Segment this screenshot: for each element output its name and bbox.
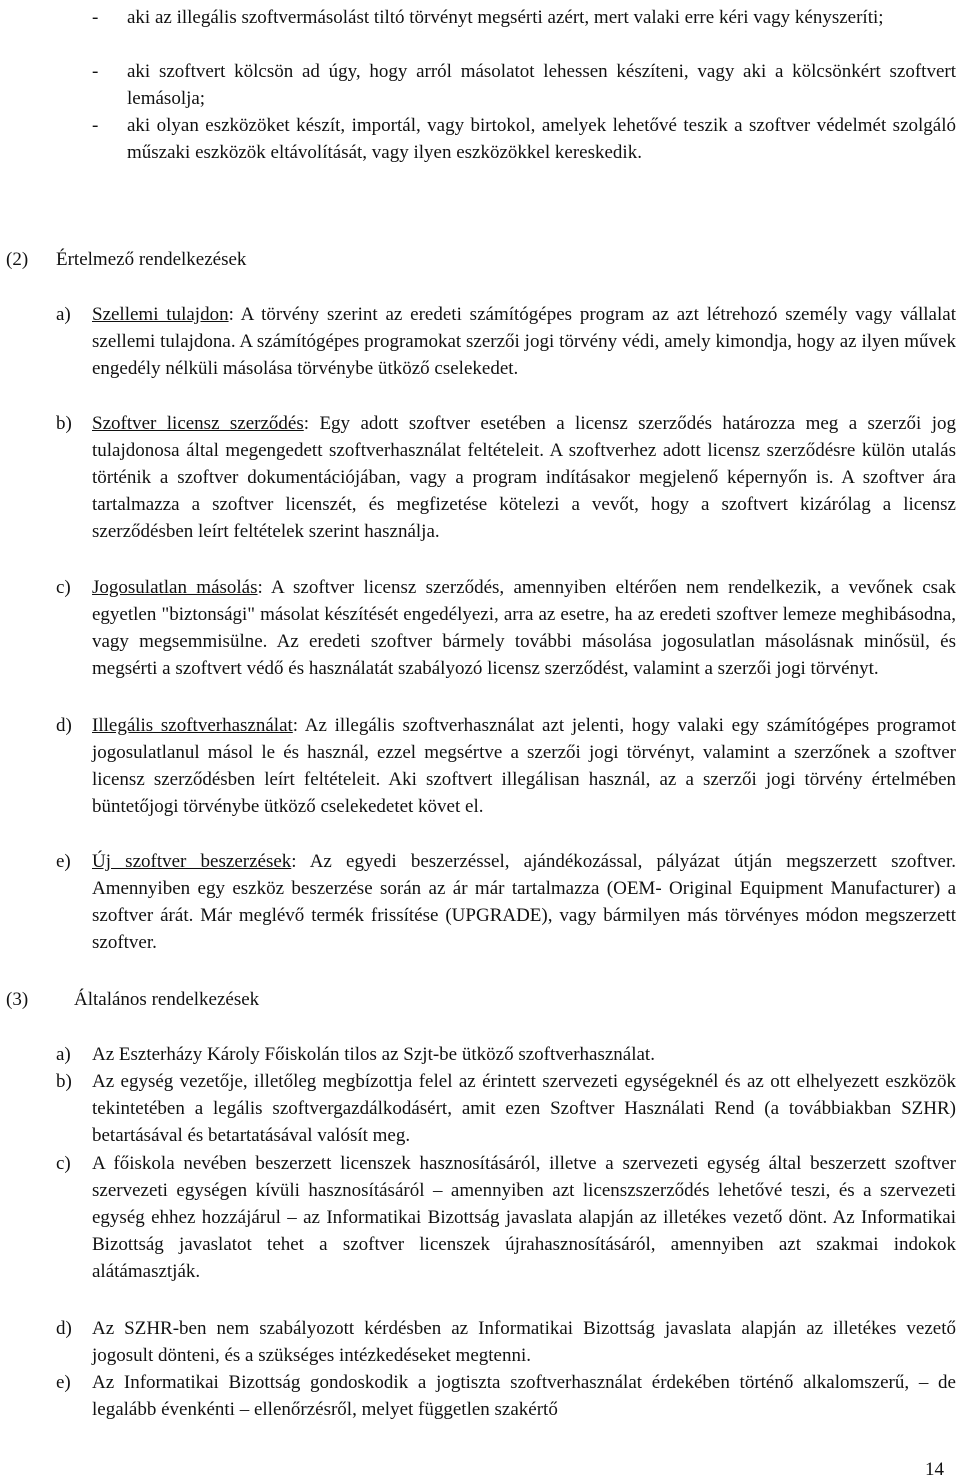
section-number: (3): [6, 989, 29, 1010]
definition-text: : A törvény szerint az eredeti számítógépes program az azt létrehozó személy vagy vállalat szellemi tulajdona. A számítógépes programokat szerzői jogi törvény védi, amely kimondja, hogy az ilyen művek engedély nélküli másolása törvénybe ütköző cselekedet.: [92, 304, 956, 379]
definition-text: : Az egyedi beszerzéssel, ajándékozással, pályázat útján megszerzett szoftver. Amennyiben egy eszköz beszerzése során az ár már tartalmazza (OEM- Original Equipment Manufacturer) a szoftver árát. Már meglévő termék frissítése (UPGRADE), vagy bármilyen más törvényes módon megszerzett szoftver.: [92, 851, 956, 953]
definition-item: [92, 410, 956, 545]
item-marker: d): [56, 715, 72, 736]
definition-text: : Az illegális szoftverhasználat azt jelenti, hogy valaki egy számítógépes programot jogosulatlanul másol le és használ, ezzel megsértve a szerzői jogi törvényt, valamint a szerzőnek a szoftver licensz szerződésben leírt feltételeit. Aki szoftvert illegálisan használ, az a szerzői jogi törvény értelmében büntetőjogi törvénybe ütköző cselekedetet követ el.: [92, 715, 956, 817]
section-title: Értelmező rendelkezések: [56, 249, 247, 270]
item-marker: c): [56, 577, 71, 598]
bullet-marker: -: [92, 7, 99, 28]
item-marker: c): [56, 1153, 71, 1174]
bullet-text: aki az illegális szoftvermásolást tiltó törvényt megsérti azért, mert valaki erre kéri vagy kényszeríti;: [127, 7, 884, 28]
definition-text: : A szoftver licensz szerződés, amennyiben eltérően nem rendelkezik, a vevőnek csak egyetlen "biztonsági" másolat készítését engedélyezi, arra az esetre, ha az eredeti szoftver lemeze meghibásodna, vagy megsemmisülne. Az eredeti szoftver bármely további másolása jogosulatlan másolásnak minősül, és megsérti a szoftvert védő és használatát szabályozó licensz szerződést, valamint a szerzői jogi törvényt.: [92, 577, 957, 679]
bullet-marker: -: [92, 61, 99, 82]
item-marker: b): [56, 1071, 72, 1092]
item-marker: e): [56, 1372, 71, 1393]
item-marker: b): [56, 413, 72, 434]
section-title: Általános rendelkezések: [74, 989, 260, 1010]
provision-text: Az egység vezetője, illetőleg megbízottja felel az érintett szervezeti egységeknél és az ott elhelyezett eszközök tekintetében a legális szoftvergazdálkodásért, amit ezen Szoftver Használati Rend (a továbbiakban SZHR) betartásával és betartatásával valósít meg.: [92, 1071, 956, 1146]
definition-item: [92, 848, 956, 956]
provision-text: Az SZHR-ben nem szabályozott kérdésben az Informatikai Bizottság javaslata alapján az illetékes vezető jogosult dönteni, és a szükséges intézkedéseket megtenni.: [92, 1318, 956, 1366]
item-marker: a): [56, 1044, 71, 1065]
bullet-text: aki olyan eszközöket készít, importál, vagy birtokol, amelyek lehetővé teszik a szoftver védelmét szolgáló műszaki eszközök eltávolítását, vagy ilyen eszközökkel kereskedik.: [127, 115, 956, 163]
item-marker: d): [56, 1318, 72, 1339]
defined-term: Illegális szoftverhasználat: [92, 715, 293, 736]
page-number: 14: [925, 1459, 944, 1480]
bullet-marker: -: [92, 115, 99, 136]
defined-term: Új szoftver beszerzések: [92, 851, 292, 872]
defined-term: Szellemi tulajdon: [92, 304, 229, 325]
section-number: (2): [6, 249, 29, 270]
item-marker: e): [56, 851, 71, 872]
bullet-text: aki szoftvert kölcsön ad úgy, hogy arról másolatot lehessen készíteni, vagy aki a kölcsönkért szoftvert lemásolja;: [127, 61, 956, 109]
defined-term: Szoftver licensz szerződés: [92, 413, 304, 434]
definition-item: [92, 574, 956, 682]
provision-text: Az Eszterházy Károly Főiskolán tilos az Szjt-be ütköző szoftverhasználat.: [92, 1044, 655, 1065]
definition-item: [92, 301, 956, 382]
item-marker: a): [56, 304, 71, 325]
definition-item: [92, 712, 956, 820]
provision-text: A főiskola nevében beszerzett licenszek hasznosításáról, illetve a szervezeti egység által beszerzett szoftver szervezeti egységen kívüli hasznosításáról – amennyiben azt licenszszerződés lehetővé teszi, és a szervezeti egység ehhez hozzájárul – az Informatikai Bizottság javaslata alapján az illetékes vezető dönt. Az Informatikai Bizottság javaslatot tehet a szoftver licenszek újrahasznosításáról, amennyiben azt szakmai indokok alátámasztják.: [92, 1153, 956, 1282]
defined-term: Jogosulatlan másolás: [92, 577, 258, 598]
provision-text: Az Informatikai Bizottság gondoskodik a jogtiszta szoftverhasználat érdekében történő alkalomszerű, – de legalább évenkénti – ellenőrzésről, melyet független szakértő: [92, 1372, 956, 1420]
definition-text: : Egy adott szoftver esetében a licensz szerződés határozza meg a szerzői jog tulajdonosa által megengedett szoftverhasználat feltételeit. A szoftverhez adott licensz szerződésre külön utalás történik a szoftver dokumentációjában, vagy a program indításakor megjelenő képernyőn is. A szoftver ára tartalmazza a szoftver licenszét, és megfizetése kötelezi a vevőt, hogy a szoftvert kizárólag a licensz szerződésben leírt feltételek szerint használja.: [92, 413, 956, 542]
